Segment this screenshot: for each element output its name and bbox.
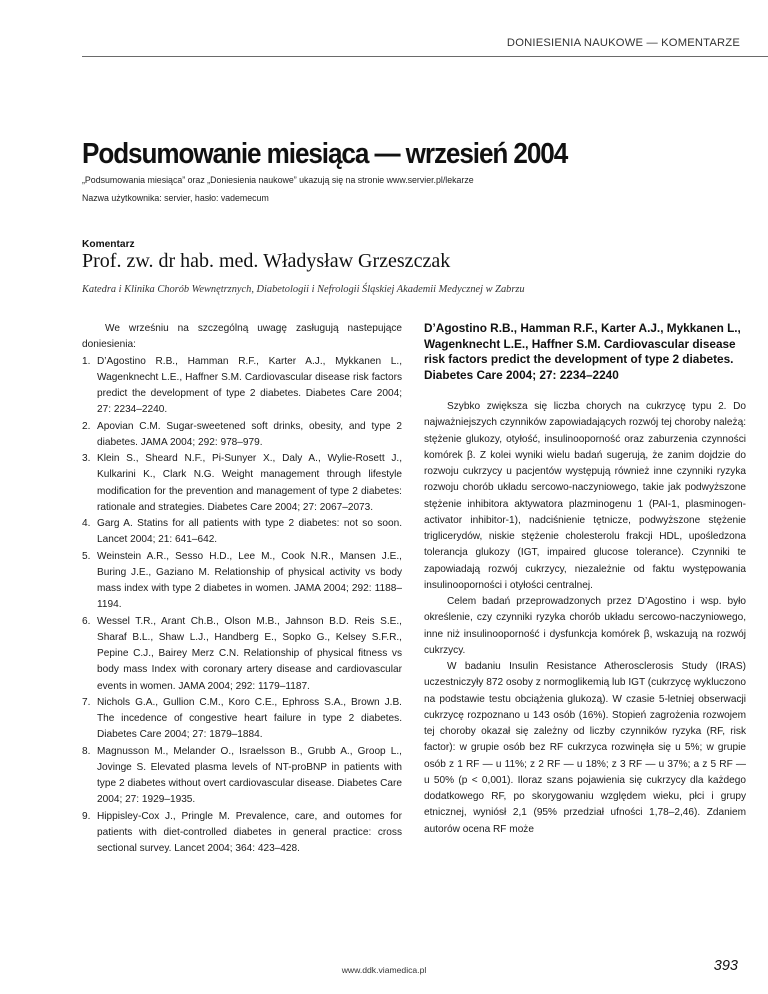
reference-text: Magnusson M., Melander O., Israelsson B., Grubb A., Groop L., Jovinge S. Elevated plasma levels of NT-proBNP in patients with type 2 diabetes without overt cardiovascular disease. Diabetes Care 2004; 27: 1929–1935. xyxy=(97,745,402,806)
reference-text: Klein S., Sheard N.F., Pi-Sunyer X., Daly A., Wylie-Rosett J., Kulkarini K., Clark N.G. Weight management through lifestyle modification for the prevention and management of type 2 diabetes: rationale and strategies. Diabetes Care 2004; 27: 2067–2073. xyxy=(97,453,402,513)
reference-text: Nichols G.A., Gullion C.M., Koro C.E., Ephross S.A., Brown J.B. The incedence of congestive heart failure in type 2 diabetes. Diabetes Care 2004; 27: 1879–1884. xyxy=(97,696,402,741)
reference-number: 6. xyxy=(82,615,91,627)
reference-text: D’Agostino R.B., Hamman R.F., Karter A.J., Mykkanen L., Wagenknecht L.E., Haffner S.M. Cardiovascular disease risk factors predict the development of type 2 diabetes. Diabetes Care 2004; 27: 2234–2240. xyxy=(97,355,402,416)
reference-item xyxy=(82,549,402,614)
reference-item xyxy=(82,809,402,858)
page-number: 393 xyxy=(713,958,738,974)
reference-item xyxy=(82,744,402,809)
reference-text: Apovian C.M. Sugar-sweetened soft drinks, obesity, and type 2 diabetes. JAMA 2004; 292: 978–979. xyxy=(97,420,402,448)
reference-number: 1. xyxy=(82,355,91,367)
reference-item xyxy=(82,419,402,452)
reference-text: Hippisley-Cox J., Pringle M. Prevalence, care, and outomes for patients with diet-controlled diabetes in general practice: cross sectional survey. Lancet 2004; 364: 423–428. xyxy=(97,810,402,854)
reference-item xyxy=(82,614,402,695)
reference-text: Wessel T.R., Arant Ch.B., Olson M.B., Jahnson B.D. Reis S.E., Sharaf B.L., Shaw L.J., Handberg E., Sopko G., Kelsey S.F.R., Pepine C.J., Bairey Merz C.N. Relationship of physical fitness vs body mass Index with coronary artery disease and cardiovascular events in women. JAMA 2004; 292: 1179–1187. xyxy=(97,615,402,692)
reference-number: 9. xyxy=(82,810,91,822)
reference-number: 4. xyxy=(82,518,91,529)
comment-label: Komentarz xyxy=(82,239,135,250)
reference-number: 2. xyxy=(82,420,91,432)
page-title: Podsumowanie miesiąca — wrzesień 2004 xyxy=(82,138,568,170)
reference-item xyxy=(82,354,402,419)
reference-item xyxy=(82,451,402,516)
reference-number: 3. xyxy=(82,453,91,464)
reference-number: 7. xyxy=(82,696,91,708)
footer-url: www.ddk.viamedica.pl xyxy=(341,965,427,975)
reference-text: Garg A. Statins for all patients with type 2 diabetes: not so soon. Lancet 2004; 21: 641–642. xyxy=(97,518,402,546)
author-affiliation: Katedra i Klinika Chorób Wewnętrznych, Diabetologii i Nefrologii Śląskiej Akademii Medycznej w Zabrzu xyxy=(82,284,525,295)
intro-paragraph: We wrześniu na szczególną uwagę zasługują nastepujące doniesienia: xyxy=(82,323,402,351)
login-note: Nazwa użytkownika: servier, hasło: vademecum xyxy=(82,193,269,203)
reference-number: 8. xyxy=(82,745,91,757)
body-paragraph: Szybko zwiększa się liczba chorych na cukrzycę typu 2. Do najważniejszych czynników zapowiadających rozwój tej choroby należą: stężenie glukozy, otyłość, insulinooporność oraz zaburzenia czynności komórek β. Z kolei wyniki wielu badań sugerują, że zanim dojdzie do rozwoju cukrzycy u pacjentów występują również inne czynniki ryzyka rozwoju chorób układu sercowo-naczyniowego, takie jak podwyższone stężenie inhibitora aktywatora plazminogenu 1 (PAI-1, plasminogen-activator inhibitor-1), nadciśnienie tętnicze, podwyższone stężenie triglicerydów, niskie stężenie cholesterolu frakcji HDL, upośledzona tolerancja glukozy (IGT, impaired glucose tolerance). Czynniki te zapowiadają rozwój cukrzycy, niezależnie od faktu występowania insulinooporności i otyłości centralnej. xyxy=(424,401,746,591)
reference-heading: D’Agostino R.B., Hamman R.F., Karter A.J., Mykkanen L., Wagenknecht L.E., Haffner S.M. Cardiovascular disease risk factors predict the development of type 2 diabetes. Diabetes Care 2004; 27: 2234–2240 xyxy=(424,321,741,382)
reference-number: 5. xyxy=(82,550,91,562)
body-paragraph: W badaniu Insulin Resistance Atherosclerosis Study (IRAS) uczestniczyły 872 osoby z normoglikemią lub IGT (cukrzycę wykluczono na podstawie testu obciążenia glukozą). W czasie 5-letniej obserwacji cukrzycę rozpoznano u 143 osób (16%). Stopień zagrożenia rozwojem tej choroby okazał się zależny od liczby czynników ryzyka (RF, risk factor): w grupie osób bez RF cukrzyca rozwinęła się u 5%; w grupie osób z 1 RF — u 11%; z 2 RF — u 18%; z 3 RF — u 37%; a z 5 RF — u 50% (p < 0,001). Iloraz szans pojawienia się cukrzycy dla każdego dodatkowego RF, po skorygowaniu względem wieku, płci i grupy etnicznej, wyniósł 2,1 (95% przedział ufności 1,78–2,46). Zdaniem autorów ocena RF może xyxy=(424,661,746,835)
reference-list xyxy=(82,354,402,858)
left-column xyxy=(82,321,402,857)
body-paragraph: Celem badań przeprowadzonych przez D’Agostino i wsp. było określenie, czy czynniki ryzyka chorób układu sercowo-naczyniowego, inne niż insulinooporność i dysfunkcja komórek β, wskazują na rozwój cukrzycy. xyxy=(424,596,746,656)
reference-text: Weinstein A.R., Sesso H.D., Lee M., Cook N.R., Mansen J.E., Buring J.E., Gaziano M. Relationship of physical activity vs body mass index with type 2 diabetes in women. JAMA 2004; 292: 1188–1194. xyxy=(97,550,402,611)
header-rule xyxy=(82,56,768,57)
website-note: „Podsumowania miesiąca” oraz „Doniesienia naukowe” ukazują się na stronie www.servier.pl/lekarze xyxy=(82,175,474,185)
author-name: Prof. zw. dr hab. med. Władysław Grzeszczak xyxy=(82,250,451,272)
section-label: DONIESIENIA NAUKOWE — KOMENTARZE xyxy=(506,37,740,49)
reference-item xyxy=(82,516,402,549)
right-column xyxy=(424,321,746,838)
reference-item xyxy=(82,695,402,744)
